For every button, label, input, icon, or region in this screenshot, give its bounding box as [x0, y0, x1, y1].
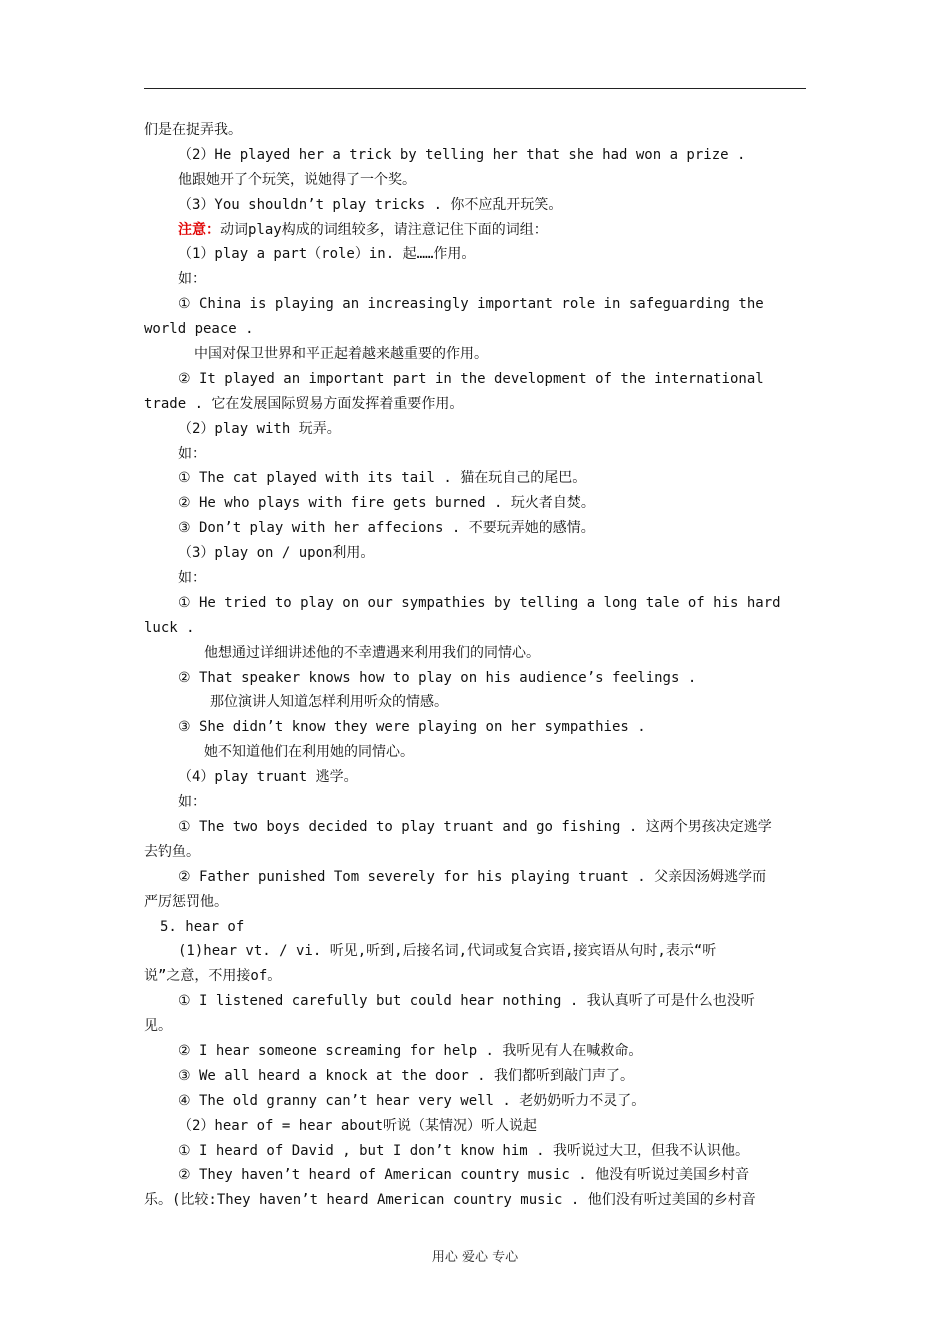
- note-label: 注意：: [178, 221, 220, 238]
- text-line: 如：: [178, 570, 206, 587]
- text-line: 他想通过详细讲述他的不幸遭遇来利用我们的同情心。: [204, 644, 540, 661]
- text-line: ② It played an important part in the development of the international: [178, 370, 764, 387]
- text-line: （2）hear of = hear about听说（某情况）听人说起: [178, 1117, 538, 1134]
- note-line: [144, 218, 806, 243]
- text-line: （2）play with 玩弄。: [178, 420, 341, 437]
- text-line: 见。: [144, 1018, 172, 1035]
- text-line: （4）play truant 逃学。: [178, 769, 358, 786]
- text-line: 们是在捉弄我。: [144, 122, 242, 138]
- text-line: （1）play a part（role）in. 起……作用。: [178, 246, 476, 263]
- document-body: [144, 118, 806, 1213]
- section-heading: 5. hear of: [160, 918, 245, 935]
- text-line: ③ Don’t play with her affecions . 不要玩弄她的感情。: [178, 520, 595, 537]
- text-line: ① The two boys decided to play truant and go fishing . 这两个男孩决定逃学: [178, 818, 772, 835]
- text-line: ① I heard of David , but I don’t know him . 我听说过大卫，但我不认识他。: [178, 1142, 749, 1159]
- text-line: （3）play on / upon利用。: [178, 545, 375, 562]
- text-line: ① The cat played with its tail . 猫在玩自己的尾巴。: [178, 470, 587, 487]
- text-line: ② He who plays with fire gets burned . 玩火者自焚。: [178, 495, 595, 512]
- text-line: ② I hear someone screaming for help . 我听见有人在喊救命。: [178, 1042, 643, 1059]
- text-line: ① China is playing an increasingly important role in safeguarding the: [178, 296, 764, 313]
- text-line: luck .: [144, 619, 195, 636]
- text-line: ① He tried to play on our sympathies by telling a long tale of his hard: [178, 594, 781, 611]
- text-line: 他跟她开了个玩笑，说她得了一个奖。: [178, 171, 416, 188]
- page-footer: 用心 爱心 专心: [431, 1250, 519, 1265]
- header-rule: [144, 88, 806, 89]
- text-line: 严厉惩罚他。: [144, 893, 228, 910]
- note-text: 动词play构成的词组较多，请注意记住下面的词组：: [220, 221, 548, 238]
- text-line: 如：: [178, 271, 206, 288]
- text-line: ② Father punished Tom severely for his playing truant . 父亲因汤姆逃学而: [178, 868, 767, 885]
- text-line: 那位演讲人知道怎样利用听众的情感。: [210, 694, 448, 711]
- text-line: 说”之意，不用接of。: [144, 968, 282, 985]
- text-line: ③ She didn’t know they were playing on her sympathies .: [178, 719, 646, 736]
- text-line: 去钓鱼。: [144, 843, 200, 860]
- text-line: world peace .: [144, 321, 254, 338]
- text-line: 如：: [178, 445, 206, 462]
- text-line: 如：: [178, 794, 206, 811]
- text-line: （3）You shouldn’t play tricks . 你不应乱开玩笑。: [178, 196, 563, 213]
- text-line: trade . 它在发展国际贸易方面发挥着重要作用。: [144, 395, 464, 412]
- text-line: (1)hear vt. / vi. 听见,听到,后接名词,代词或复合宾语,接宾语从句时,表示“听: [178, 943, 717, 960]
- text-line: ② That speaker knows how to play on his audience’s feelings .: [178, 669, 697, 686]
- text-line: 乐。(比较:They haven’t heard American country music . 他们没有听过美国的乡村音: [144, 1192, 756, 1209]
- text-line: ① I listened carefully but could hear nothing . 我认真听了可是什么也没听: [178, 993, 755, 1010]
- text-line: ④ The old granny can’t hear very well . 老奶奶听力不灵了。: [178, 1092, 646, 1109]
- text-line: 她不知道他们在利用她的同情心。: [204, 744, 414, 761]
- text-line: ③ We all heard a knock at the door . 我们都听到敲门声了。: [178, 1067, 634, 1084]
- text-line: ② They haven’t heard of American country music . 他没有听说过美国乡村音: [178, 1167, 750, 1184]
- text-line: （2）He played her a trick by telling her that she had won a prize .: [178, 146, 746, 163]
- text-line: 中国对保卫世界和平正起着越来越重要的作用。: [194, 346, 488, 363]
